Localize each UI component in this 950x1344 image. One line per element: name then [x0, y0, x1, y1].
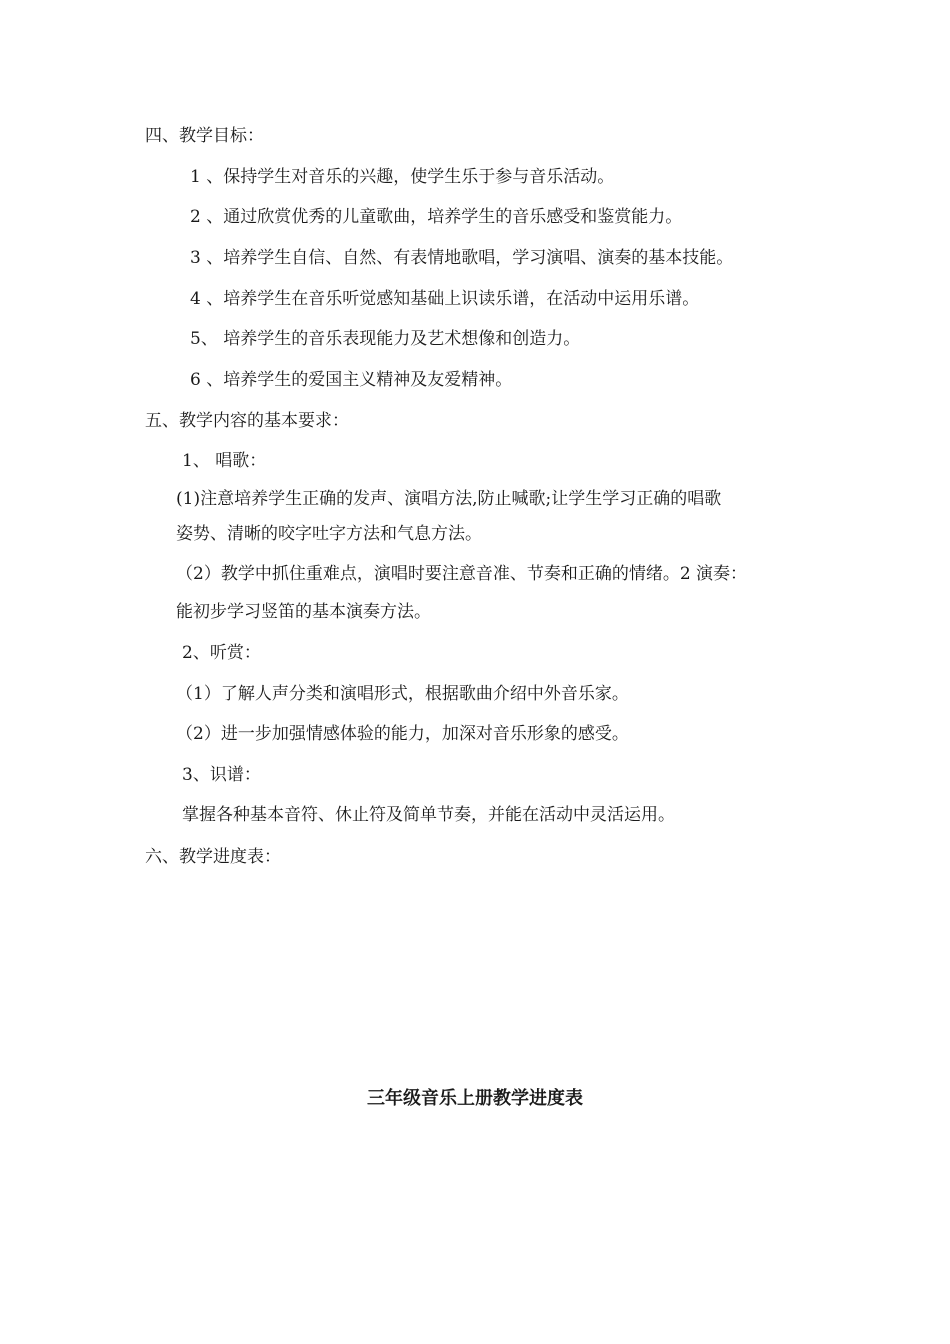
notation-para: 掌握各种基本音符、休止符及简单节奏，并能在活动中灵活运用。 [182, 805, 675, 825]
goal-item-3: 3 、培养学生自信、自然、有表情地歌唱，学习演唱、演奏的基本技能。 [190, 248, 734, 268]
listening-para-2: （2）进一步加强情感体验的能力，加深对音乐形象的感受。 [176, 724, 629, 744]
goal-item-5: 5、 培养学生的音乐表现能力及艺术想像和创造力。 [190, 329, 581, 349]
goal-item-1: 1 、保持学生对音乐的兴趣，使学生乐于参与音乐活动。 [190, 167, 615, 187]
goal-item-4: 4 、培养学生在音乐听觉感知基础上识读乐谱，在活动中运用乐谱。 [190, 289, 700, 309]
singing-para-2-line-1: （2）教学中抓住重难点，演唱时要注意音准、节奏和正确的情绪。2 演奏： [176, 564, 748, 584]
notation-label: 3、识谱： [182, 765, 261, 785]
goal-item-6: 6 、培养学生的爱国主义精神及友爱精神。 [190, 370, 513, 390]
section-5-heading: 五、教学内容的基本要求： [145, 411, 349, 431]
listening-para-1: （1）了解人声分类和演唱形式，根据歌曲介绍中外音乐家。 [176, 684, 629, 704]
singing-para-1-line-1: (1)注意培养学生正确的发声、演唱方法,防止喊歌;让学生学习正确的唱歌 [176, 489, 722, 509]
section-6-heading: 六、教学进度表： [145, 847, 281, 867]
table-title: 三年级音乐上册教学进度表 [367, 1088, 583, 1109]
singing-para-2-line-2: 能初步学习竖笛的基本演奏方法。 [176, 602, 431, 622]
singing-para-1-line-2: 姿势、清晰的咬字吐字方法和气息方法。 [176, 524, 482, 544]
singing-label: 1、 唱歌： [182, 451, 267, 471]
listening-label: 2、听赏： [182, 643, 261, 663]
goal-item-2: 2 、通过欣赏优秀的儿童歌曲，培养学生的音乐感受和鉴赏能力。 [190, 207, 683, 227]
section-4-heading: 四、教学目标： [145, 126, 264, 146]
